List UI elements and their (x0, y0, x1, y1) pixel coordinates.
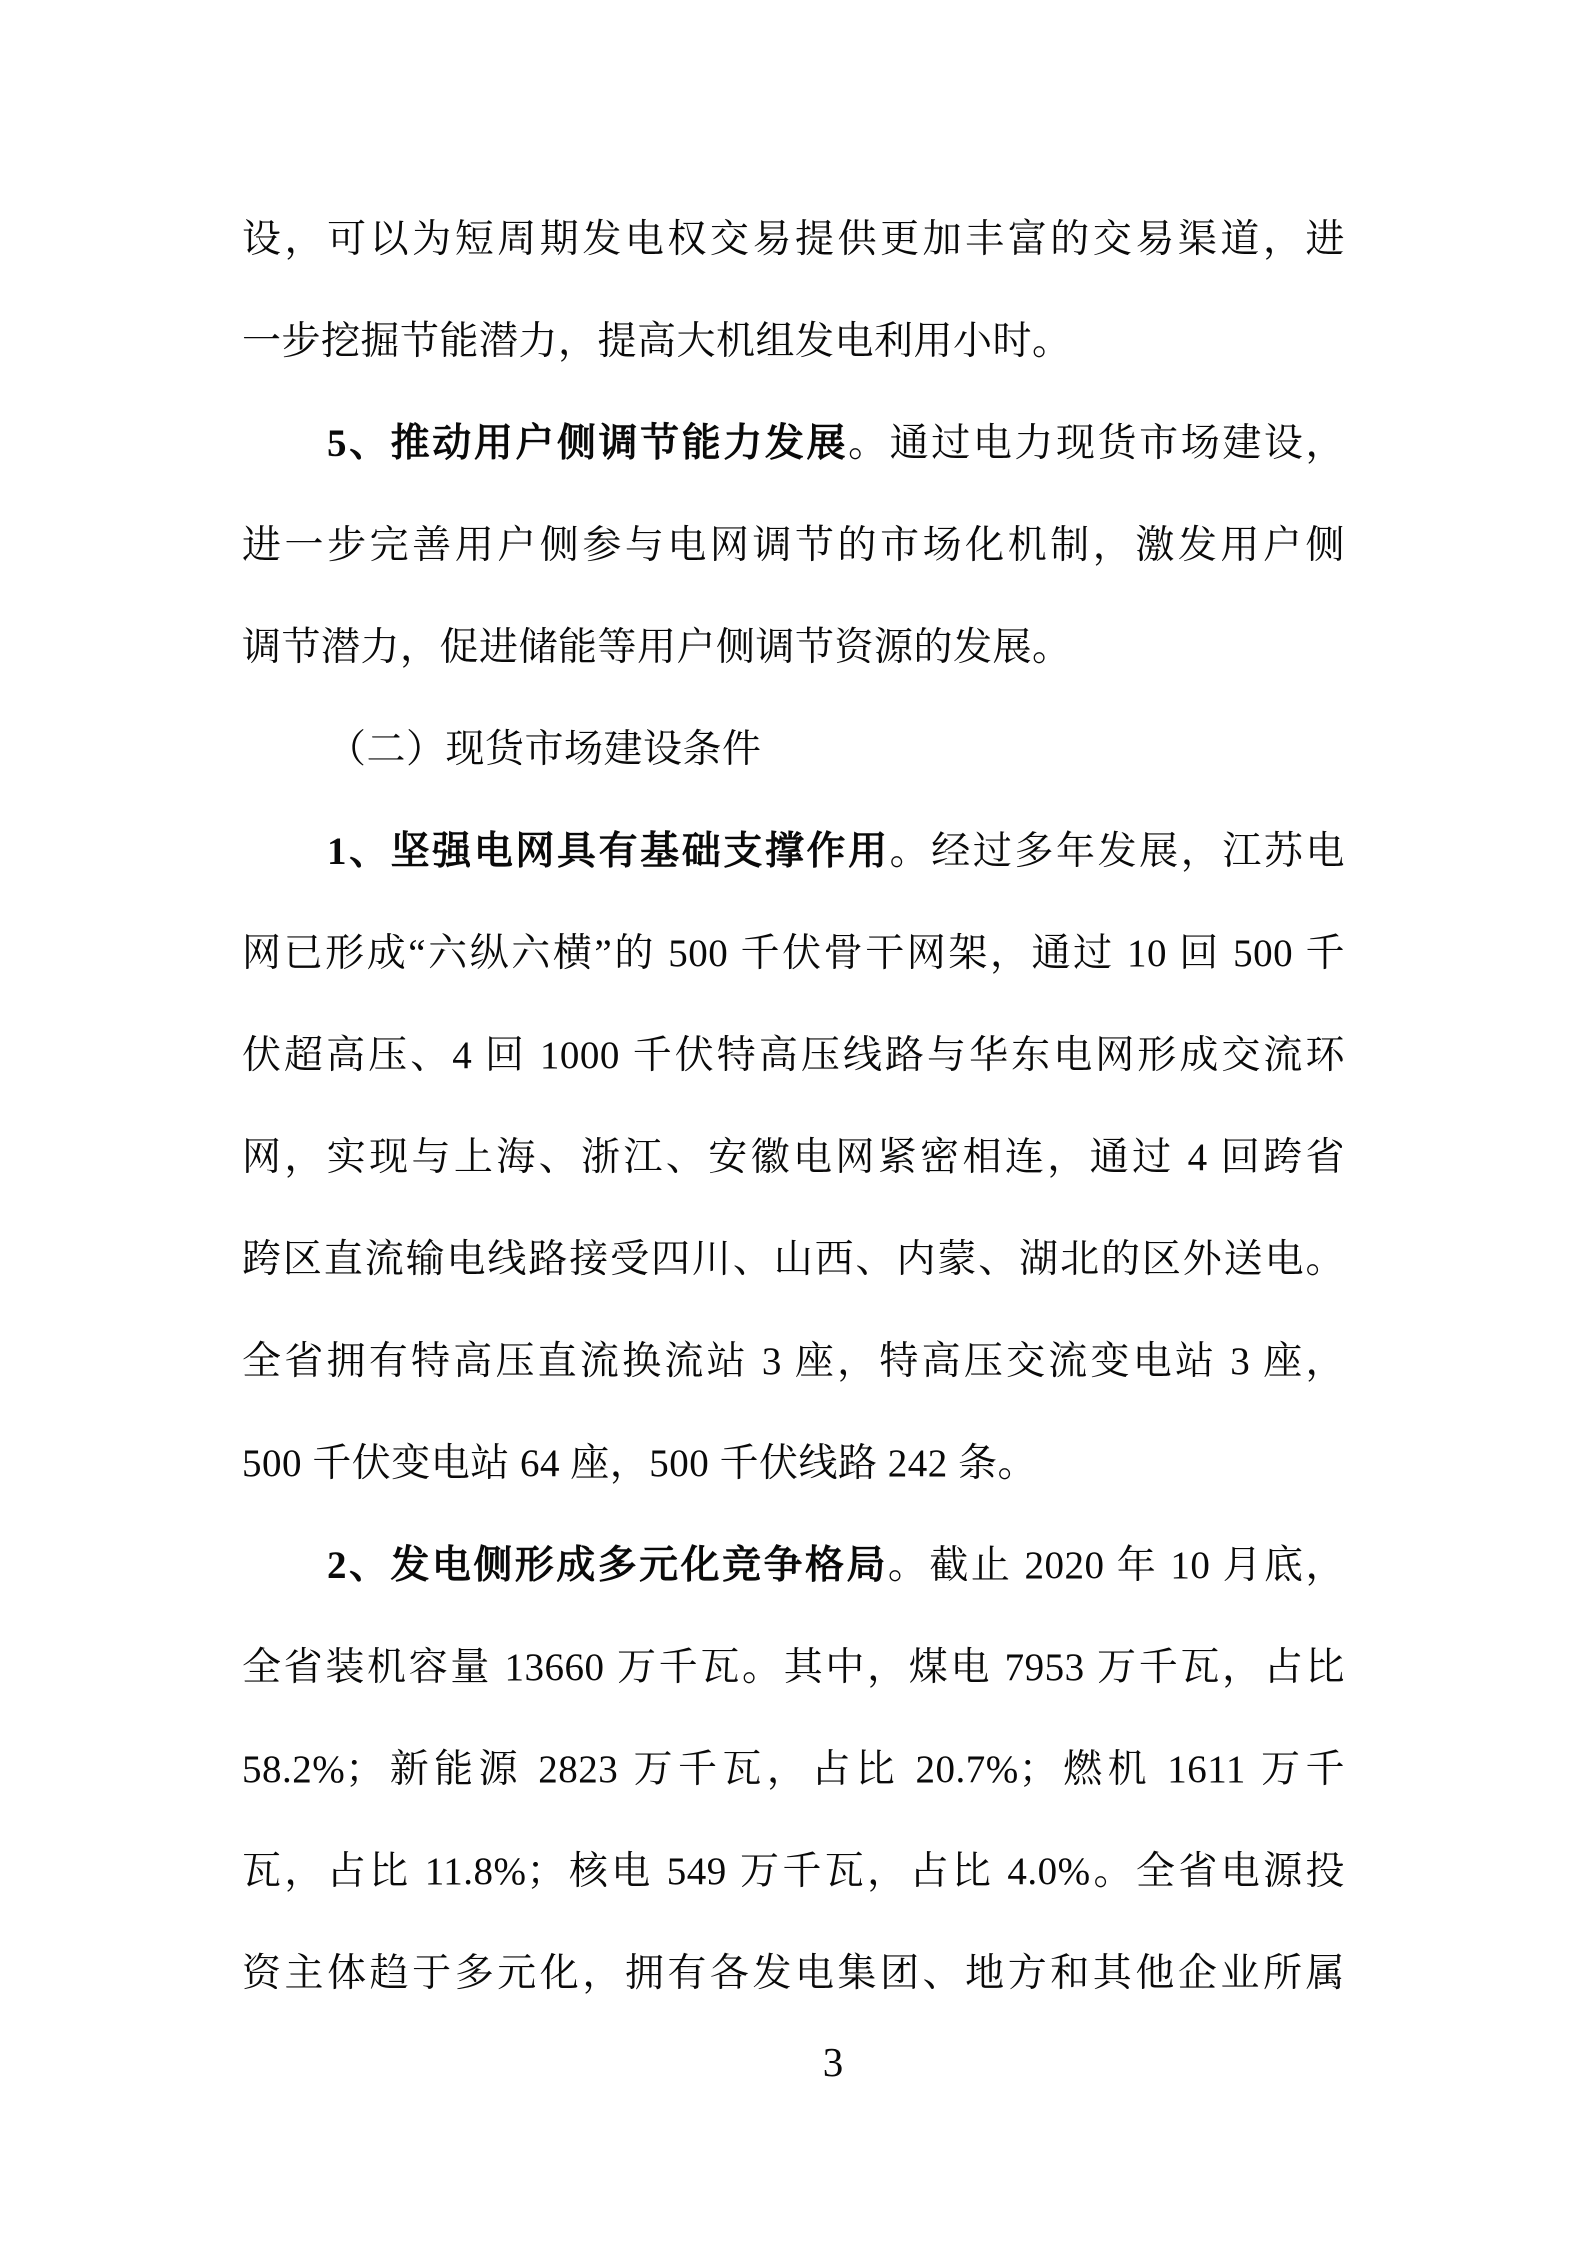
text-line (242, 291, 1345, 393)
text-run: 调节潜力，促进储能等用户侧调节资源的发展。 (242, 626, 1072, 669)
text-run: 。通过电力现货市场建设， (848, 422, 1345, 465)
numbered-heading-text: 1、坚强电网具有基础支撑作用 (327, 830, 890, 873)
text-line (242, 495, 1345, 597)
text-line (242, 1005, 1345, 1107)
text-run: 。经过多年发展，江苏电 (889, 830, 1345, 873)
text-line (242, 189, 1345, 291)
text-run: 一步挖掘节能潜力，提高大机组发电利用小时。 (242, 320, 1072, 363)
text-run: 进一步完善用户侧参与电网调节的市场化机制，激发用户侧 (242, 524, 1345, 567)
page-number: 3 (822, 2039, 844, 2085)
text-line (242, 903, 1345, 1005)
section-heading-line (242, 699, 1345, 801)
text-run: 资主体趋于多元化，拥有各发电集团、地方和其他企业所属 (242, 1952, 1345, 1995)
text-run: 伏超高压、4 回 1000 千伏特高压线路与华东电网形成交流环 (242, 1034, 1345, 1077)
section-heading-text: （二）现货市场建设条件 (327, 728, 762, 771)
numbered-heading-text: 5、推动用户侧调节能力发展 (327, 422, 849, 465)
text-run: 网，实现与上海、浙江、安徽电网紧密相连，通过 4 回跨省 (242, 1136, 1345, 1179)
text-line (242, 1617, 1345, 1719)
text-run: 500 千伏变电站 64 座，500 千伏线路 242 条。 (242, 1442, 1038, 1485)
text-run: 。截止 2020 年 10 月底， (887, 1544, 1345, 1587)
text-line (242, 1719, 1345, 1821)
text-run: 网已形成“六纵六横”的 500 千伏骨干网架，通过 10 回 500 千 (242, 932, 1345, 975)
text-line (242, 1107, 1345, 1209)
text-line (242, 1923, 1345, 2025)
text-block (242, 189, 1345, 2025)
text-run: 全省装机容量 13660 万千瓦。其中，煤电 7953 万千瓦，占比 (242, 1646, 1345, 1689)
heading-line-item1 (242, 801, 1345, 903)
heading-line-item5 (242, 393, 1345, 495)
text-run: 设，可以为短周期发电权交易提供更加丰富的交易渠道，进 (242, 218, 1345, 261)
heading-line-item2 (242, 1515, 1345, 1617)
text-line (242, 1209, 1345, 1311)
numbered-heading-text: 2、发电侧形成多元化竞争格局 (327, 1544, 888, 1587)
text-line (242, 1413, 1345, 1515)
text-line (242, 1821, 1345, 1923)
text-run: 瓦，占比 11.8%；核电 549 万千瓦，占比 4.0%。全省电源投 (242, 1850, 1345, 1893)
text-run: 跨区直流输电线路接受四川、山西、内蒙、湖北的区外送电。 (242, 1238, 1345, 1281)
text-line (242, 1311, 1345, 1413)
text-line (242, 597, 1345, 699)
text-run: 58.2%；新能源 2823 万千瓦，占比 20.7%；燃机 1611 万千 (242, 1748, 1345, 1791)
text-run: 全省拥有特高压直流换流站 3 座，特高压交流变电站 3 座， (242, 1340, 1345, 1383)
